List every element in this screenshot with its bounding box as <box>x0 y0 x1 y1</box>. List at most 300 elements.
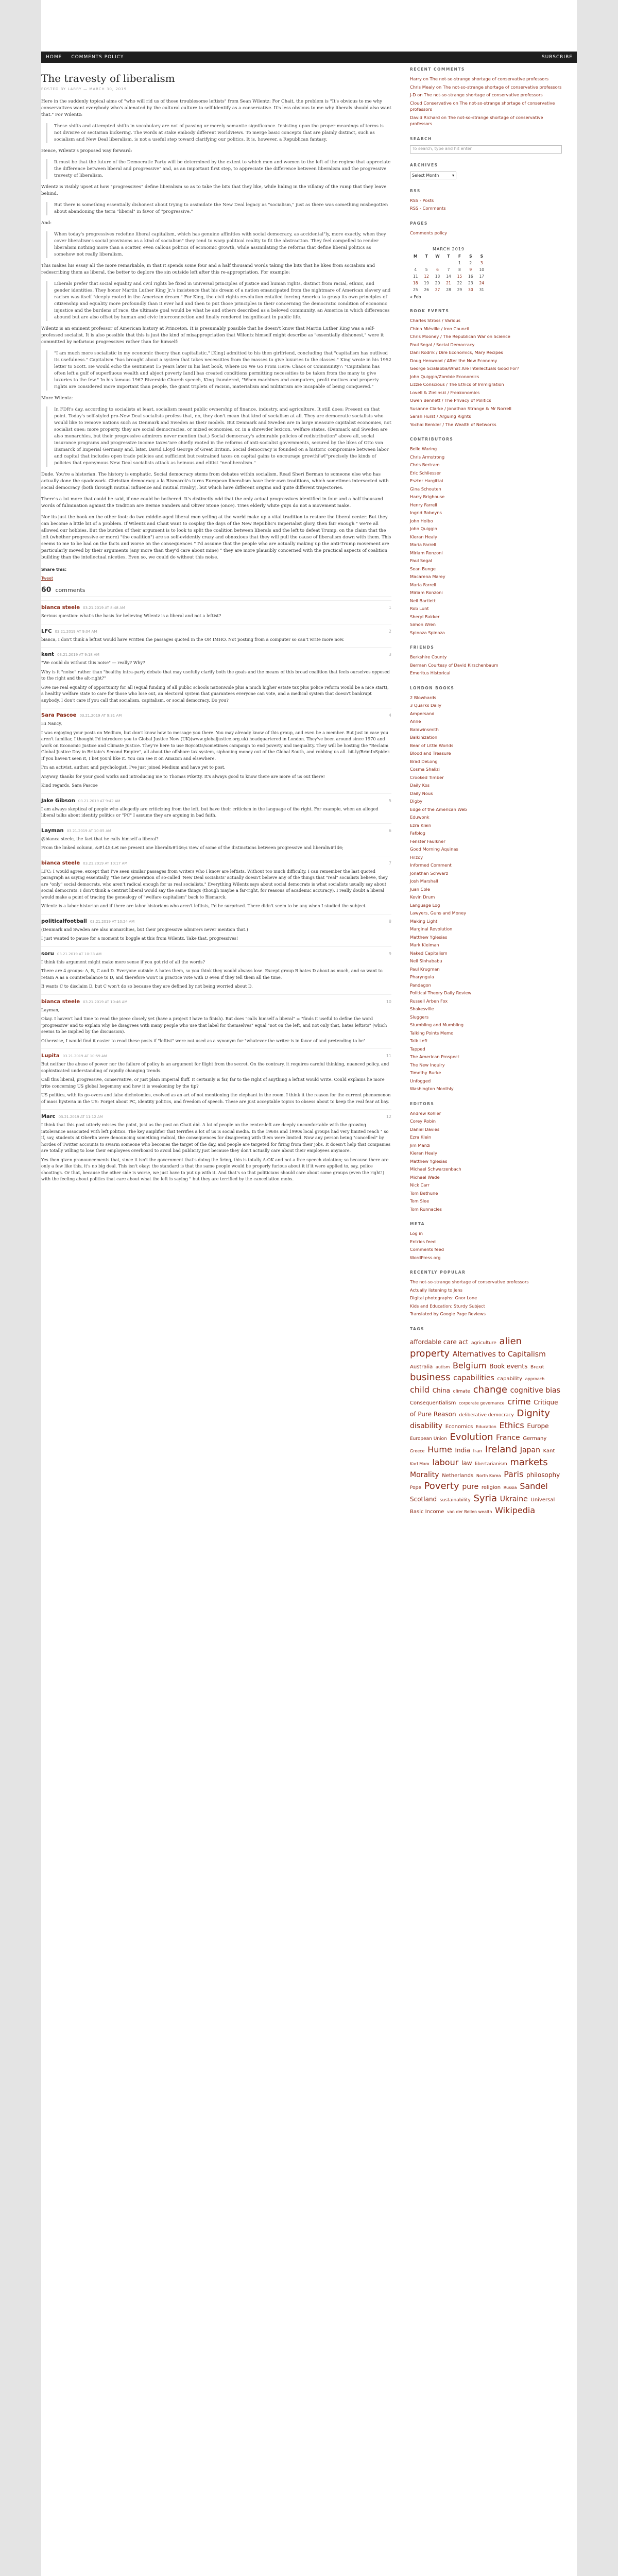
editor-link[interactable]: Jim Manzi <box>410 1142 431 1148</box>
tag-link[interactable]: North Korea <box>476 1473 501 1478</box>
contributor-link[interactable]: Chris Bertram <box>410 462 440 467</box>
comment-number: 3 <box>388 652 391 657</box>
blog-link[interactable]: Balkinization <box>410 735 438 740</box>
post-title[interactable]: The travesty of liberalism <box>41 72 175 84</box>
comment-author[interactable]: bianca steele <box>41 998 80 1005</box>
quote-paragraph: Liberals prefer that social equality and civil rights be fixed in universal principles of justice and human rights, distinct from racial, ethnic, and gender identities. They honor Martin Luther King Jr.'s insistence that his dream of a nation emancipated from the nightmare of American slavery and racism was itself "deeply rooted in the American dream." For King, the civil rights revolution entailed forcing America to grasp its own principles of citizenship and equality more profoundly than it ever had and then to put those principles in their concerning the democratic condition of economic injustice and the burdens of race, the ultimate goal would be what he and others described as a beloved community, an America in which differences abound but are also offset by human and civic interconnection and finally rendered insignificant in public life. <box>54 281 391 320</box>
blog-link[interactable]: Ampersand <box>410 710 435 716</box>
contributor-link[interactable]: Neil Bartlett <box>410 598 436 603</box>
tag-link[interactable]: Consequentialism <box>410 1400 456 1406</box>
comment-date[interactable]: 03.21.2019 AT 9:31 AM <box>79 714 122 718</box>
tag-link[interactable]: pure <box>462 1482 479 1491</box>
comment-header <box>41 629 391 634</box>
editor-link[interactable]: Ezra Klein <box>410 1134 432 1140</box>
tag-link[interactable]: corporate governance <box>459 1401 505 1406</box>
blog-link[interactable]: Matthew Yglesias <box>410 934 448 940</box>
calendar-day[interactable]: 25 <box>413 287 418 292</box>
blog-link[interactable]: Naked Capitalism <box>410 950 448 956</box>
comment-header <box>41 951 391 957</box>
calendar-caption: MARCH 2019 <box>432 247 465 251</box>
blog-link[interactable]: Neil Sinhababu <box>410 958 442 963</box>
tag-link[interactable]: China <box>432 1386 450 1394</box>
blog-link[interactable]: Hilzoy <box>410 854 423 860</box>
book-event-link[interactable]: Yochai Benkler / The Wealth of Networks <box>410 421 496 427</box>
tag-link[interactable]: capabilities <box>453 1374 494 1382</box>
meta-link[interactable]: WordPress.org <box>410 1255 441 1260</box>
blog-link[interactable]: Talking Points Memo <box>410 1030 454 1036</box>
tag-link[interactable]: Critique of Pure Reason <box>410 1399 558 1418</box>
tag-link[interactable]: Ethics <box>499 1420 524 1431</box>
blog-link[interactable]: Lawyers, Guns and Money <box>410 910 467 916</box>
blog-link[interactable]: Making Light <box>410 918 438 924</box>
calendar-day[interactable]: 20 <box>435 281 440 285</box>
comment-author[interactable]: politicalfootball <box>41 918 87 924</box>
blog-link[interactable]: Ezra Klein <box>410 822 432 828</box>
calendar-weekday: S <box>480 254 483 259</box>
comment-author[interactable]: bianca steele <box>41 860 80 866</box>
tag-link[interactable]: Belgium <box>452 1361 487 1371</box>
nav-comments-policy-link[interactable]: COMMENTS POLICY <box>71 55 124 60</box>
book-event-link[interactable]: Sarah Hurst / Arguing Rights <box>410 414 471 419</box>
book-event-link[interactable]: Lovell & Zielinski / Freakonomics <box>410 389 480 395</box>
calendar-day[interactable]: 17 <box>479 274 485 279</box>
contributor-link[interactable]: Ingrid Robeyns <box>410 510 442 515</box>
comment-number: 6 <box>388 828 391 833</box>
recent-comment-link[interactable]: David Richard on The not-so-strange shortage of conservative professors <box>410 114 543 126</box>
comment-date[interactable]: 03.21.2019 AT 8:48 AM <box>83 606 125 610</box>
book-event-link[interactable]: Susanne Clarke / Jonathan Strange & Mr Norrell <box>410 405 511 411</box>
calendar-day[interactable]: 28 <box>446 287 451 292</box>
popular-post-link[interactable]: The not-so-strange shortage of conservative professors <box>410 1279 529 1284</box>
tag-link[interactable]: van der Bellen wealth <box>447 1510 492 1515</box>
blog-link[interactable]: Fenster Faulkner <box>410 838 445 844</box>
comment-number: 5 <box>388 798 391 803</box>
meta-link[interactable]: Entries feed <box>410 1239 436 1244</box>
archives-select-value: Select Month <box>412 173 439 178</box>
book-event-link[interactable]: Dani Rodrik / Dire Economics, Mary Recipes <box>410 350 503 355</box>
tag-link[interactable]: Karl Marx <box>410 1461 430 1466</box>
comment-date[interactable]: 03.21.2019 AT 10:05 AM <box>66 828 111 833</box>
tag-link[interactable]: Universal Basic Income <box>410 1497 555 1515</box>
tag-link[interactable]: libertarianism <box>475 1461 507 1467</box>
blockquote <box>46 123 391 143</box>
comment <box>41 624 391 648</box>
comment-author[interactable]: kent <box>41 652 55 657</box>
contributor-link[interactable]: Miriam Ronzoni <box>410 590 443 595</box>
blog-link[interactable]: Brad DeLong <box>410 758 438 764</box>
popular-post-link[interactable]: Translated by Google Page Reviews <box>410 1311 486 1316</box>
tag-link[interactable]: Alternatives to Capitalism <box>452 1350 546 1359</box>
comment-author[interactable]: LFC <box>41 628 52 634</box>
post-paragraph: Hence, Wilentz's proposed way forward: <box>41 148 132 154</box>
book-event-link[interactable]: Doug Henwood / After the New Economy <box>410 358 497 363</box>
recent-comment-link[interactable]: Chris Mealy on The not-so-strange shortage of conservative professors <box>410 84 562 90</box>
tweet-button[interactable]: Tweet <box>41 576 54 581</box>
contributor-link[interactable]: Henry Farrell <box>410 502 437 507</box>
tag-link[interactable]: child <box>410 1384 430 1395</box>
contributor-link[interactable]: Paul Segal <box>410 558 432 563</box>
tag-link[interactable]: affordable care act <box>410 1338 469 1346</box>
tag-link[interactable]: agriculture <box>471 1340 496 1346</box>
tag-link[interactable]: Scotland <box>410 1496 437 1503</box>
editor-link[interactable]: Nick Carr <box>410 1182 430 1188</box>
calendar-day[interactable]: 24 <box>479 281 485 285</box>
tag-link[interactable]: religion <box>481 1484 501 1490</box>
comment-paragraph: @bianca steele, the fact that he calls himself a liberal? <box>41 836 159 841</box>
comment-date[interactable]: 03.21.2019 AT 9:18 AM <box>57 653 99 657</box>
friend-link[interactable]: Berkshire County <box>410 654 447 659</box>
blog-link[interactable]: Good Morning Aquinas <box>410 846 458 852</box>
tag-link[interactable]: European Union <box>410 1436 447 1442</box>
calendar-day[interactable]: 16 <box>468 274 473 279</box>
blog-link[interactable]: Kevin Drum <box>410 894 435 900</box>
comment-paragraph: There are 4 groups: A, B, C and D. Everyone outside A hates them, so you think they would always lose. Except group B hates D about as much, and so want to retain A as a counterbalance to D, and therefore won't in practice vote with D even if they tell them all the time. <box>41 968 383 980</box>
search-input[interactable]: To search, type and hit enter <box>410 145 562 154</box>
calendar-day[interactable]: 15 <box>457 274 462 279</box>
blog-link[interactable]: Daily Nous <box>410 790 433 796</box>
tag-link[interactable]: change <box>473 1384 507 1395</box>
pages-list <box>410 230 564 236</box>
blog-link[interactable]: Fafblog <box>410 831 425 836</box>
tag-link[interactable]: capability <box>497 1376 523 1382</box>
popular-post-link[interactable]: Actually listening to Jens <box>410 1287 462 1293</box>
friend-link[interactable]: Berman Courtesy of David Kirschenbaum <box>410 662 499 668</box>
tag-link[interactable]: Education <box>476 1425 496 1430</box>
editor-link[interactable]: Daniel Davies <box>410 1126 440 1132</box>
tag-link[interactable]: Morality <box>410 1470 439 1479</box>
calendar-day[interactable]: 2 <box>469 261 472 265</box>
comment <box>41 946 391 994</box>
blog-link[interactable]: Pandagon <box>410 982 431 988</box>
comment-author[interactable]: Lupita <box>41 1053 60 1059</box>
tag-link[interactable]: business <box>410 1371 451 1383</box>
editor-link[interactable]: Matthew Yglesias <box>410 1158 448 1164</box>
comment-number: 7 <box>388 860 391 866</box>
calendar-day[interactable]: 14 <box>446 274 451 279</box>
contributor-link[interactable]: Miriam Ronzoni <box>410 550 443 555</box>
calendar-weekday: S <box>469 254 472 259</box>
blog-link[interactable]: Pharyngula <box>410 974 434 979</box>
blog-link[interactable]: Tapped <box>410 1046 425 1052</box>
popular-list <box>410 1279 564 1317</box>
blog-link[interactable]: Timothy Burke <box>410 1070 441 1075</box>
book-event-link[interactable]: Owen Bennett / The Privacy of Politics <box>410 398 491 403</box>
blog-link[interactable]: Political Theory Daily Review <box>410 990 472 995</box>
blog-link[interactable]: Josh Marshall <box>410 878 438 884</box>
contributor-link[interactable]: Maria Farrell <box>410 542 436 547</box>
blog-link[interactable]: The American Prospect <box>410 1054 459 1059</box>
contributor-link[interactable]: Simon Wren <box>410 622 436 627</box>
tag-link[interactable]: approach <box>525 1376 545 1381</box>
tag-link[interactable]: labour <box>432 1457 459 1467</box>
contributor-link[interactable]: Spinoza Spinoza <box>410 630 445 635</box>
contributor-link[interactable]: Chris Armstrong <box>410 454 445 460</box>
blog-link[interactable]: Juan Cole <box>410 886 430 892</box>
meta-link[interactable]: Comments feed <box>410 1247 444 1252</box>
post-paragraph: This makes his essay all the more remarkable, in that it spends some four and a half thousand words taking the bits that he likes from socialism and redescribing them as liberal, the better to deplore the sin outside left after this re-appropriation. For example: <box>41 263 375 275</box>
tag-link[interactable]: Evolution <box>450 1432 493 1443</box>
calendar-day <box>432 260 443 266</box>
tag-link[interactable]: autism <box>435 1365 450 1370</box>
tag-link[interactable]: alien property <box>410 1335 522 1359</box>
blog-link[interactable]: Cosma Shalizi <box>410 767 440 772</box>
tag-link[interactable]: Japan <box>520 1446 540 1455</box>
calendar-day[interactable]: 5 <box>425 267 428 272</box>
blog-link[interactable]: Unfogged <box>410 1078 431 1083</box>
tag-link[interactable]: Netherlands <box>442 1472 474 1479</box>
comment-header <box>41 605 391 611</box>
nav-home-link[interactable]: HOME <box>46 55 62 60</box>
main-content <box>41 72 391 1187</box>
comment-date[interactable]: 03.21.2019 AT 10:33 AM <box>57 952 102 956</box>
editor-link[interactable]: Corey Robin <box>410 1118 436 1124</box>
tag-link[interactable]: crime <box>507 1397 531 1407</box>
tag-link[interactable]: cognitive bias <box>510 1386 560 1395</box>
tag-link[interactable]: Ukraine <box>500 1495 528 1504</box>
blog-link[interactable]: Crooked Timber <box>410 774 444 780</box>
tag-link[interactable]: Poverty <box>424 1480 459 1492</box>
calendar-prev-link[interactable]: « Feb <box>410 295 421 299</box>
editor-link[interactable]: Tom Bethune <box>410 1190 438 1196</box>
blog-link[interactable]: Mark Kleiman <box>410 942 439 947</box>
calendar-weekday: T <box>447 254 450 259</box>
blog-link[interactable]: Baldwinsmith <box>410 726 439 732</box>
rss-list <box>410 197 564 212</box>
contributor-link[interactable]: Macarena Marey <box>410 574 445 579</box>
blog-link[interactable]: 2 Blowhards <box>410 694 436 700</box>
blog-link[interactable]: Daily Kos <box>410 783 430 788</box>
contributor-link[interactable]: Eric Schliesser <box>410 470 441 476</box>
comment-paragraph: I'm an activist, author, and psychologist. I've just joined Medium and have yet to post. <box>41 765 226 770</box>
friend-link[interactable]: Emeritus Historical <box>410 670 451 675</box>
book-event-link[interactable]: Lizzie Conscious / The Ethics of Immigration <box>410 382 504 387</box>
comment-date[interactable]: 03.21.2019 AT 10:46 AM <box>83 999 128 1004</box>
blog-link[interactable]: Bear of Little Worlds <box>410 742 454 748</box>
blog-link[interactable]: Russell Arben Fox <box>410 998 448 1004</box>
comment-date[interactable]: 03.21.2019 AT 10:17 AM <box>83 861 128 866</box>
tag-link[interactable]: sustainability <box>439 1498 471 1503</box>
calendar-day[interactable]: 26 <box>424 287 429 292</box>
tag-link[interactable]: Economics <box>445 1424 473 1430</box>
contributor-link[interactable]: Gina Schouten <box>410 486 441 492</box>
recent-comments-list <box>410 76 564 127</box>
contributor-link[interactable]: Harry Brighouse <box>410 494 445 499</box>
tag-link[interactable]: France <box>496 1434 520 1443</box>
tag-link[interactable]: Iran <box>473 1449 483 1454</box>
calendar-day <box>410 260 421 266</box>
blog-link[interactable]: Marginal Revolution <box>410 926 453 931</box>
comment-list <box>41 600 391 1187</box>
calendar-day <box>443 260 454 266</box>
comment-date[interactable]: 03.21.2019 AT 9:04 AM <box>55 629 97 634</box>
blog-link[interactable]: Paul Krugman <box>410 966 440 972</box>
quote-paragraph: But there is something essentially dishonest about trying to assimilate the New Deal legacy as "socialism," just as there was something misbegotten about abandoning the term "liberal" in favor of "progressive." <box>54 202 388 214</box>
tag-link[interactable]: Wikipedia <box>495 1505 536 1516</box>
contributor-link[interactable]: Sheryl Bakker <box>410 614 440 619</box>
tag-link[interactable]: Europe <box>527 1422 549 1430</box>
blog-link[interactable]: Sluggers <box>410 1014 429 1020</box>
blog-link[interactable]: Washington Monthly <box>410 1086 454 1091</box>
blog-link[interactable]: Stumbling and Mumbling <box>410 1022 464 1027</box>
blog-link[interactable]: Informed Comment <box>410 862 452 868</box>
blog-link[interactable]: Anne <box>410 719 421 724</box>
book-event-link[interactable]: Charles Stross / Various <box>410 318 460 323</box>
blog-link[interactable]: 3 Quarks Daily <box>410 703 441 708</box>
tag-link[interactable]: Ireland <box>485 1444 518 1455</box>
popular-post-link[interactable]: Digital photographs: Gnor Lone <box>410 1295 477 1300</box>
tag-link[interactable]: Greece <box>410 1449 425 1454</box>
tag-link[interactable]: law <box>461 1459 472 1467</box>
calendar-day[interactable]: 6 <box>436 267 439 272</box>
share-heading: Share this: <box>41 567 67 572</box>
editor-link[interactable]: Michael Schwarzenbach <box>410 1166 461 1172</box>
comment-paragraph: US politics, with its go-overs and false dichotomies, evolved as an art of not mentioning the elephant in the room. I think it the reason for the current phenomenon of mass hysteria in the US: Forget about PC, identity politics, and freedom of speech. These are just acceptable topics to obsess about to keep the real fear at bay. <box>41 1092 391 1104</box>
editor-link[interactable]: Tom Slee <box>410 1198 430 1204</box>
editor-link[interactable]: Andrew Kohler <box>410 1110 441 1116</box>
tag-link[interactable]: Syria <box>473 1493 497 1504</box>
blog-link[interactable]: Eduwonk <box>410 815 430 820</box>
calendar-day <box>421 260 432 266</box>
tag-link[interactable]: Pope <box>410 1485 421 1490</box>
comment <box>41 1109 391 1187</box>
calendar-weekday: T <box>425 254 428 259</box>
comment-paragraph: I was enjoying your posts on Medium, but don't know how to message you there. You may already know of this group, and even be a member. But just in case you aren't familiar, I thought I'd introduce you to Global Justice Now (UK)(www.globaljustice.org.uk) headquartered in London. They've been around since 1970 and work on Economic Justice and Climate Justice. They're here to use Boycotts/sometimes campaign to end poverty and inequality. They will be hosting the "Reclaim Global Justice Day in Britain's Second Empire", all about the offshore tax system, siphoning money out of the Global South, and robbing us all. bit.ly/BrimInSpider. If you haven't seen it, I bet you'd like it. You can see it on Amazon and elsewhere. <box>41 730 390 761</box>
blockquote <box>46 281 391 321</box>
blog-link[interactable]: Language Log <box>410 902 440 908</box>
comment-author[interactable]: Jake Gibson <box>41 798 75 804</box>
calendar-day[interactable]: 4 <box>414 267 417 272</box>
page-link[interactable]: Comments policy <box>410 230 448 235</box>
contributor-link[interactable]: Kieran Healy <box>410 534 437 539</box>
calendar-day[interactable]: 1 <box>458 261 461 265</box>
contributor-link[interactable]: Belle Waring <box>410 446 437 451</box>
tag-link[interactable]: Kant <box>543 1448 555 1454</box>
book-event-link[interactable]: George Scialabba/What Are Intellectuals Good For? <box>410 366 520 371</box>
comment-paragraph: Why is it "noise" rather than "healthy intra-party debate that may usefully clarify both the goals and the means of this broad coalition that feels ourselves opposed to the right and the alt-right?" <box>41 669 390 681</box>
calendar-day[interactable]: 31 <box>479 287 485 292</box>
contributor-link[interactable]: Maria Farrell <box>410 582 436 587</box>
tag-link[interactable]: disability <box>410 1422 442 1431</box>
blog-link[interactable]: Edge of the American Web <box>410 806 467 812</box>
comment <box>41 793 391 823</box>
rss-link[interactable]: RSS - Posts <box>410 197 434 203</box>
book-event-link[interactable]: Chris Mooney / The Republican War on Science <box>410 334 510 339</box>
calendar-day[interactable]: 13 <box>435 274 440 279</box>
rss-link[interactable]: RSS - Comments <box>410 206 446 211</box>
comment-date[interactable]: 03.21.2019 AT 10:24 AM <box>90 919 135 924</box>
calendar-day[interactable]: 12 <box>424 274 429 279</box>
subscribe-link[interactable]: SUBSCRIBE <box>541 55 573 60</box>
comment-header <box>41 798 391 804</box>
calendar-day[interactable]: 21 <box>446 281 451 285</box>
book-event-link[interactable]: Paul Segal / Social Democracy <box>410 342 475 347</box>
blog-link[interactable]: Talk Left <box>410 1038 428 1043</box>
calendar-day[interactable]: 8 <box>458 267 461 272</box>
comment-author[interactable]: soru <box>41 951 54 957</box>
tag-link[interactable]: Book events <box>489 1363 528 1370</box>
calendar-day[interactable]: 7 <box>447 267 450 272</box>
archives-select[interactable] <box>410 172 456 179</box>
comment-paragraph: I am always skeptical of people who allegedly are criticizing from the left, but have their criticism in the language of the right. For example, when an alleged liberal talks about identity politics or "PC" I assume they are arguing in bad faith. <box>41 806 379 818</box>
calendar-day[interactable]: 10 <box>479 267 485 272</box>
calendar-day[interactable]: 22 <box>457 281 462 285</box>
editor-link[interactable]: Michael Wade <box>410 1174 440 1180</box>
meta-heading: META <box>410 1222 425 1226</box>
tag-link[interactable]: Australia <box>410 1364 433 1370</box>
recent-comment-link[interactable]: Harry on The not-so-strange shortage of conservative professors <box>410 76 549 81</box>
contributor-link[interactable]: Sean Bunge <box>410 566 436 571</box>
recent-comment-link[interactable]: J-D on The not-so-strange shortage of conservative professors <box>410 92 543 97</box>
comment-date[interactable]: 03.21.2019 AT 11:12 AM <box>58 1115 103 1119</box>
search-heading: SEARCH <box>410 136 432 141</box>
book-events-heading: BOOK EVENTS <box>410 309 450 313</box>
recent-comment-link[interactable]: Cloud Conservative on The not-so-strange shortage of conservative professors <box>410 100 555 112</box>
quote-paragraph: These shifts and attempted shifts in vocabulary are not of passing or merely semantic significance. Insisting upon the proper meanings of terms is not divisive or sectarian bickering. The words at stake embody different worldviews. To merge basic concepts that are plainly distinct, such as socialism and New Deal liberalism, is not a useful step toward clarifying our politics. It is, however, a Republican fantasy. <box>54 124 384 142</box>
popular-post-link[interactable]: Kids and Education: Sturdy Subject <box>410 1303 485 1309</box>
tag-link[interactable]: Russia <box>503 1485 517 1490</box>
tag-link[interactable]: Brexit <box>530 1365 544 1370</box>
tag-link[interactable]: markets <box>510 1456 548 1468</box>
comment-date[interactable]: 03.21.2019 AT 9:42 AM <box>78 799 121 803</box>
post-paragraph: There's a lot more that could be said, if one could be bothered. It's distinctly odd that the only actual progressives identified in four and a half thousand words of fulmination against the tradition are Bernie Sanders and Oliver Stone (once). Tries elderly white guys do not a movement make. <box>41 497 383 509</box>
calendar-day[interactable]: 29 <box>457 287 462 292</box>
blog-link[interactable]: Blood and Treasure <box>410 751 451 756</box>
blog-link[interactable]: Digby <box>410 799 423 804</box>
post-body <box>41 98 391 561</box>
editor-link[interactable]: Tom Runnacles <box>410 1206 442 1212</box>
comment-author[interactable]: bianca steele <box>41 605 80 611</box>
comment <box>41 1048 391 1109</box>
post-paragraph: Wilentz is an eminent professor of American history at Princeton. It is presumably possible that he doesn't know that Martin Luther King was a self-professed socialist. It is also possible that this is just the kind of misappropriation that Wilentz himself might describe as "essentially dishonest," were it committed by nefarious progressives rather than for himself: <box>41 326 384 345</box>
meta-link[interactable]: Log in <box>410 1231 423 1236</box>
editor-link[interactable]: Kieran Healy <box>410 1150 437 1156</box>
tag-link[interactable]: Paris <box>504 1469 524 1479</box>
contributor-link[interactable]: John Quiggin <box>410 526 437 531</box>
calendar-day[interactable]: 9 <box>469 267 472 272</box>
tag-link[interactable]: philosophy <box>526 1471 560 1479</box>
calendar-day[interactable]: 18 <box>413 281 418 285</box>
blog-link[interactable]: Jonathan Schwarz <box>410 870 449 876</box>
tag-link[interactable]: Dignity <box>517 1408 550 1419</box>
tag-link[interactable]: Hume <box>427 1445 452 1455</box>
calendar-day[interactable]: 11 <box>413 274 418 279</box>
calendar-day[interactable]: 30 <box>468 287 473 292</box>
blog-link[interactable]: The New Inquiry <box>410 1062 445 1067</box>
tag-link[interactable]: climate <box>453 1388 470 1394</box>
tag-link[interactable]: deliberative democracy <box>459 1412 514 1418</box>
book-event-link[interactable]: John Quiggin/Zombie Economics <box>410 374 479 379</box>
comment-author[interactable]: Marc <box>41 1114 56 1120</box>
calendar-day[interactable]: 3 <box>480 261 483 265</box>
tag-link[interactable]: Sandel <box>520 1481 548 1491</box>
comment-count-bar <box>41 586 391 597</box>
contributor-link[interactable]: Eszter Hargittai <box>410 478 443 483</box>
calendar-day[interactable]: 23 <box>468 281 473 285</box>
contributor-link[interactable]: John Holbo <box>410 518 433 523</box>
calendar-weekday: W <box>435 254 440 259</box>
comment-author[interactable]: Layman <box>41 827 64 834</box>
tag-link[interactable]: Germany <box>523 1436 547 1442</box>
comment-author[interactable]: Sara Pascoe <box>41 713 77 718</box>
calendar-day[interactable]: 27 <box>435 287 440 292</box>
tag-link[interactable]: India <box>455 1447 470 1454</box>
comment-date[interactable]: 03.21.2019 AT 10:59 AM <box>62 1054 107 1058</box>
comment <box>41 914 391 946</box>
calendar-day[interactable]: 19 <box>424 281 429 285</box>
contributor-link[interactable]: Rob Lunt <box>410 606 429 611</box>
blog-link[interactable]: Shakesville <box>410 1006 434 1011</box>
book-event-link[interactable]: China Miéville / Iron Council <box>410 326 470 331</box>
